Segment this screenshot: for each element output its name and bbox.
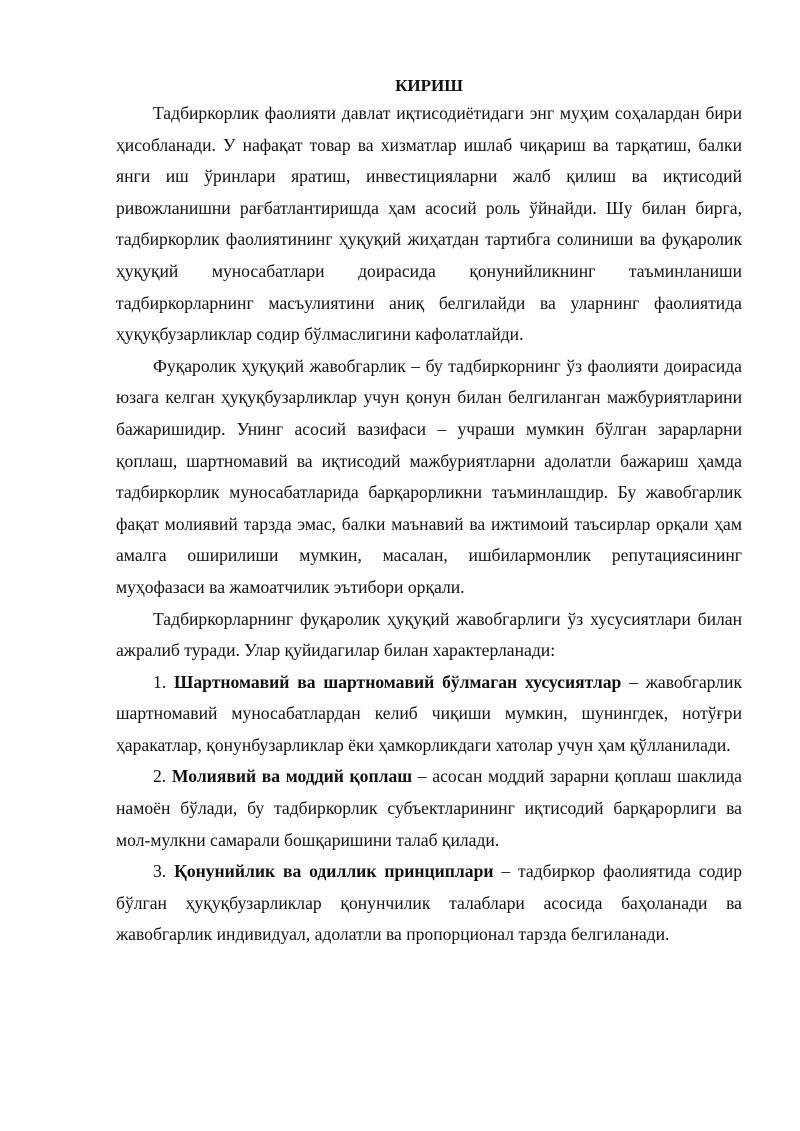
list-item-term: Қонунийлик ва одиллик принциплари: [174, 861, 494, 882]
list-item: [116, 761, 742, 856]
list-item: [116, 856, 742, 951]
list-item: [116, 667, 742, 762]
list-item-text: – жавобгарлик шартномавий муносабатлардан келиб чиқиши мумкин, шунингдек, нотўғри ҳаракатлар, қонунбузарликлар ёки ҳамкорликдаги хатолар учун ҳам қўлланилади.: [116, 671, 742, 755]
list-item-number: 2.: [153, 766, 167, 787]
paragraph-1: Тадбиркорлик фаолияти давлат иқтисодиётидаги энг муҳим соҳалардан бири ҳисобланади. У нафақат товар ва хизматлар ишлаб чиқариш ва тарқатиш, балки янги иш ўринлари яратиш, инвестицияларни жалб қилиш ва иқтисодий ривожланишни рағбатлантиришда ҳам асосий роль ўйнайди. Шу билан бирга, тадбиркорлик фаолиятининг ҳуқуқий жиҳатдан тартибга солиниши ва фуқаролик ҳуқуқий муносабатлари доирасида қонунийликнинг таъминланиши тадбиркорларнинг масъулиятини аниқ белгилайди ва уларнинг фаолиятида ҳуқуқбузарликлар содир бўлмаслигини кафолатлайди.: [116, 103, 742, 345]
list-item-text: – тадбиркор фаолиятида содир бўлган ҳуқуқбузарликлар қонунчилик талаблари асосида баҳоланади ва жавобгарлик индивидуал, адолатли ва пропорционал тарзда белгиланади.: [116, 861, 742, 945]
document-title: КИРИШ: [395, 76, 463, 95]
paragraph-2: Фуқаролик ҳуқуқий жавобгарлик – бу тадбиркорнинг ўз фаолияти доирасида юзага келган ҳуқуқбузарликлар учун қонун билан белгиланган мажбуриятларини бажаришидир. Унинг асосий вазифаси – учраши мумкин бўлган зарарларни қоплаш, шартномавий ва иқтисодий мажбуриятларни адолатли бажариш ҳамда тадбиркорлик муносабатларида барқарорликни таъминлашдир. Бу жавобгарлик фақат молиявий тарзда эмас, балки маънавий ва ижтимоий таъсирлар орқали ҳам амалга оширилиши мумкин, масалан, ишбилармонлик репутациясининг муҳофазаси ва жамоатчилик эътибори орқали.: [116, 355, 742, 597]
list-item-term: Молиявий ва моддий қоплаш: [171, 766, 413, 787]
list-item-number: 3.: [153, 861, 167, 882]
list-item-number: 1.: [153, 671, 167, 692]
paragraph-3: Тадбиркорларнинг фуқаролик ҳуқуқий жавобгарлиги ўз хусусиятлари билан ажралиб туради. Улар қуйидагилар билан характерланади:: [116, 608, 742, 661]
document-page: [116, 76, 742, 951]
list-item-term: Шартномавий ва шартномавий бўлмаган хусусиятлар: [174, 671, 622, 692]
list-item-text: – асосан моддий зарарни қоплаш шаклида намоён бўлади, бу тадбиркорлик субъектларининг иқтисодий барқарорлиги ва мол-мулкни самарали бошқаришини талаб қилади.: [116, 766, 742, 850]
